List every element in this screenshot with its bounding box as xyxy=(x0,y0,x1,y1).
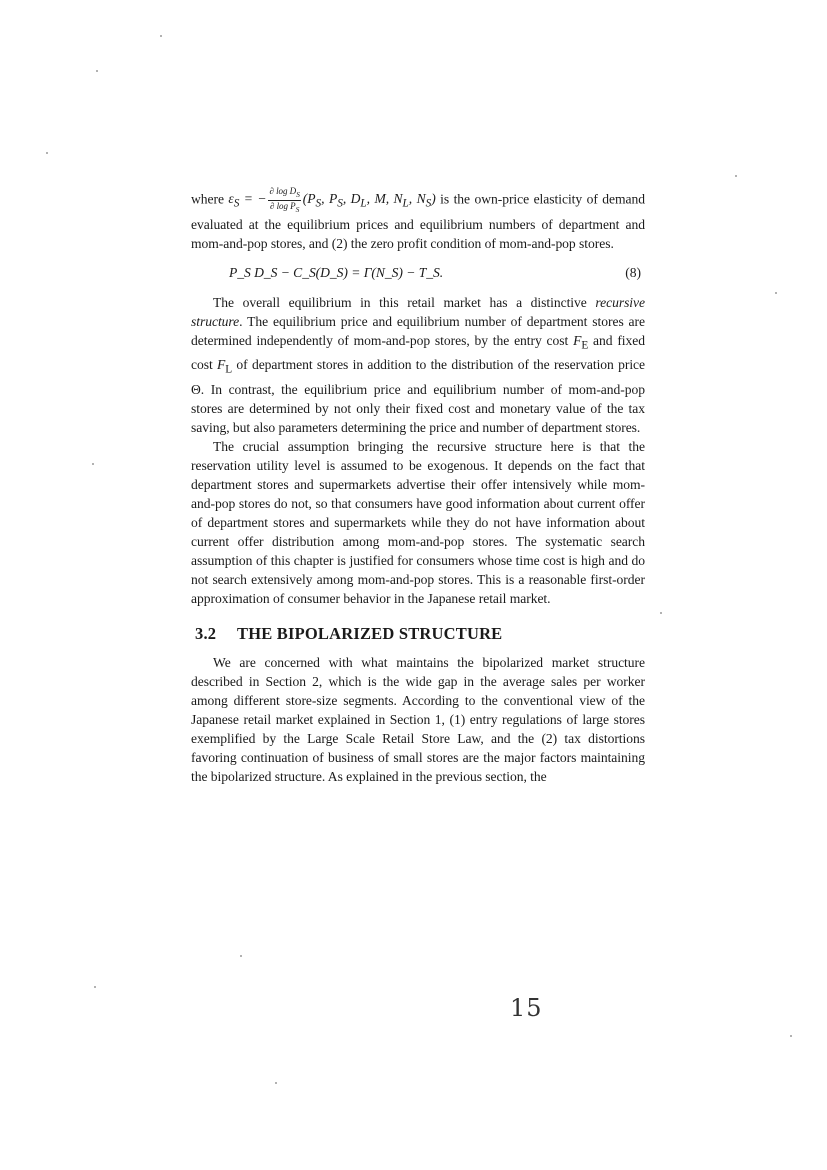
math-elasticity xyxy=(228,186,436,214)
section-heading xyxy=(195,624,645,643)
numerator-text: ∂ log D xyxy=(269,186,297,196)
math-sub: S xyxy=(337,198,343,211)
scan-speck xyxy=(790,1035,792,1037)
equation-body: P_S D_S − C_S(D_S) = Γ(N_S) − T_S. xyxy=(229,264,444,280)
equation-number: (8) xyxy=(625,264,641,280)
math-args: , N xyxy=(408,191,426,207)
scan-speck xyxy=(775,292,777,294)
page-number: 15 xyxy=(510,994,543,1022)
scan-speck xyxy=(160,35,162,37)
scan-speck xyxy=(660,612,662,614)
text-column xyxy=(191,186,645,786)
text-run: and fixed cost xyxy=(191,332,645,373)
fraction-numerator xyxy=(268,186,300,201)
paragraph-elasticity xyxy=(191,186,645,253)
scan-speck xyxy=(92,463,94,465)
scan-speck xyxy=(94,986,96,988)
paragraph-bipolarized: We are concerned with what maintains the bipolarized market structure described in Section 2, which is the wide gap in the average sales per worker among different store-size segments. According to the conventional view of the Japanese retail market explained in Section 1, (1) entry regulations of large stores exemplified by the Large Scale Retail Store Law, and the (2) tax distortions favoring continuation of business of small stores are the major factors maintaining the bipolarized structure. As explained in the previous section, the xyxy=(191,655,645,785)
text-run: of department stores in addition to the distribution of the reservation price Θ. In contrast, the equilibrium price and equilibrium number of mom-and-pop stores are determined by not only their fixed cost and monetary value of the tax saving, but also parameters determining the price and number of department stores. xyxy=(191,357,646,436)
math-subscript: S xyxy=(233,198,240,211)
math-args: ) xyxy=(431,191,436,207)
denominator-sub: S xyxy=(295,204,300,214)
denominator-text: ∂ log P xyxy=(269,200,296,211)
math-sub: S xyxy=(425,198,432,211)
paragraph-recursive-structure xyxy=(191,293,645,437)
math-symbol: F xyxy=(217,357,226,373)
math-sub: L xyxy=(360,198,367,211)
math-symbol: F xyxy=(573,332,582,348)
numerator-sub: S xyxy=(296,189,300,199)
math-operator: = − xyxy=(239,191,267,207)
section-title: THE BIPOLARIZED STRUCTURE xyxy=(237,624,503,644)
text-run: where xyxy=(191,191,229,207)
scan-speck xyxy=(735,175,737,177)
scan-speck xyxy=(275,1082,277,1084)
text-run: . The equilibrium price and equilibrium number of department stores are determined independently of mom-and-pop stores, by the entry cost xyxy=(191,313,645,348)
math-fraction xyxy=(268,186,300,215)
math-subscript: L xyxy=(225,364,233,377)
math-sub: S xyxy=(315,198,322,211)
math-args: (P xyxy=(302,191,316,207)
math-subscript: E xyxy=(581,339,589,352)
fraction-denominator xyxy=(268,201,300,215)
scan-speck xyxy=(240,955,242,957)
math-args: , M, N xyxy=(366,191,403,207)
text-run: is the own-price elasticity of demand evaluated at the equilibrium prices and equilibrium numbers of department and mom-and-pop stores, and (2) the zero profit condition of mom-and-pop stores. xyxy=(191,191,645,251)
scan-speck xyxy=(46,152,48,154)
math-sub: L xyxy=(402,198,409,211)
emphasis-text: recursive structure xyxy=(191,294,645,329)
math-args: , P xyxy=(321,191,338,207)
paragraph-assumption: The crucial assumption bringing the recursive structure here is that the reservation utility level is assumed to be exogenous. It depends on the fact that department stores and supermarkets advertise their offer intensively while mom-and-pop stores do not, so that consumers have good information about current offer of department stores and supermarkets while they do not have information about current offer distribution among mom-and-pop stores. The systematic search assumption of this chapter is justified for consumers whose time cost is high and do not search extensively among mom-and-pop stores. This is a reasonable first-order approximation of consumer behavior in the Japanese retail market. xyxy=(191,439,645,607)
text-run: The overall equilibrium in this retail market has a distinctive xyxy=(213,294,596,310)
equation-8 xyxy=(191,255,645,293)
scan-speck xyxy=(96,70,98,72)
math-symbol: ε xyxy=(228,191,234,207)
section-number: 3.2 xyxy=(195,624,217,644)
math-args: , D xyxy=(342,191,361,207)
